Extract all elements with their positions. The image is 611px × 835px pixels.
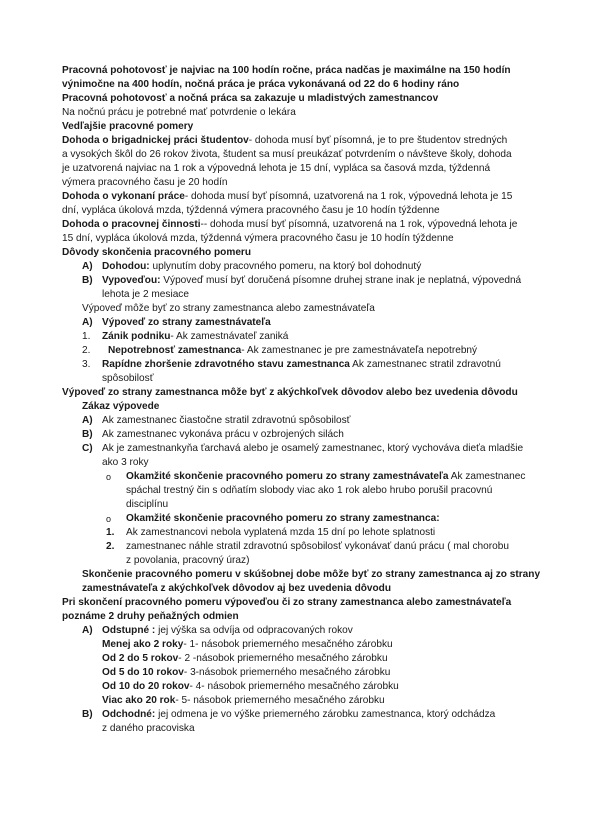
term-text: - dohoda musí byť písomná, je to pre študentov stredných [248,135,508,146]
term-label: Odchodné: [102,709,156,720]
list-marker: A) [82,317,93,328]
subheading: Zákaz výpovede [82,401,160,412]
term-label: Okamžité skončenie pracovného pomeru zo strany zamestnanca: [126,513,440,524]
list-item [62,274,562,288]
list-marker: 3. [82,359,91,370]
term-text: - dohoda musí byť písomná, uzatvorená na 1 rok, výpovedná lehota je 15 [184,191,513,202]
list-item [62,442,562,456]
list-item-text: Ak zamestnanec vykonáva prácu v ozbrojených silách [102,429,344,440]
term-label: Vypoveďou: [102,275,161,286]
list-item-continuation: spáchal trestný čin s odňatím slobody viac ako 1 rok alebo hrubo porušil pracovnú [126,485,493,496]
paragraph-line: Na nočnú prácu je potrebné mať potvrdenie o lekára [62,107,296,118]
term-text: - 3-násobok priemerného mesačného zárobku [183,667,391,678]
list-marker: B) [82,275,93,286]
list-marker: 2. [82,345,91,356]
severance-row [62,652,562,666]
term-text: Výpoveď musí byť doručená písomne druhej strane inak je neplatná, výpovedná [160,275,522,286]
term-label: Dohodou: [102,261,150,272]
term-text: jej odmena je vo výške priemerného zárobku zamestnanca, ktorý odchádza [155,709,496,720]
term-text: - 1- násobok priemerného mesačného zárobku [183,639,393,650]
term-text: uplynutím doby pracovného pomeru, na ktorý bol dohodnutý [149,261,422,272]
term-label: Odstupné : [102,625,156,636]
term-label: Od 10 do 20 rokov [102,681,190,692]
severance-row [62,638,562,652]
paragraph-line: Pracovná pohotovosť a nočná práca sa zakazuje u mladistvých zamestnancov [62,93,439,104]
paragraph-line: Skončenie pracovného pomeru v skúšobnej dobe môže byť zo strany zamestnanca aj zo strany [82,569,541,580]
list-marker: C) [82,443,93,454]
term-label: Od 2 do 5 rokov [102,653,179,664]
term-text: jej výška sa odvíja od odpracovaných rokov [155,625,353,636]
term-label: Dohoda o brigadnickej práci študentov [62,135,249,146]
list-marker: A) [82,625,93,636]
list-item [62,624,562,638]
term-text: Ak zamestnanec [448,471,526,482]
paragraph-line [62,190,562,204]
term-label: Rapídne zhoršenie zdravotného stavu zamestnanca [102,359,350,370]
term-text: Ak zamestnanec stratil zdravotnú [349,359,501,370]
term-text: - Ak zamestnanec je pre zamestnávateľa nepotrebný [241,345,478,356]
paragraph-line [62,134,562,148]
list-item [62,540,562,554]
list-marker: 1. [106,527,115,538]
paragraph-line [62,218,562,232]
list-item [62,428,562,442]
term-text: - 5- násobok priemerného mesačného zárobku [175,695,385,706]
term-text: -- dohoda musí byť písomná, uzatvorená na 1 rok, výpovedná lehota je [200,219,518,230]
term-label: Zánik podniku [102,331,171,342]
list-item [62,708,562,722]
term-label: Viac ako 20 rok [102,695,176,706]
list-item-continuation: z daného pracoviska [102,723,195,734]
list-item [62,512,562,526]
section-heading: Výpoveď zo strany zamestnanca môže byť z akýchkoľvek dôvodov alebo bez uvedenia dôvodu [62,387,518,398]
list-marker: A) [82,415,93,426]
bullet-marker: o [106,514,112,524]
severance-row [62,694,562,708]
list-marker: B) [82,709,93,720]
term-label: Dohoda o vykonaní práce [62,191,185,202]
term-label: Menej ako 2 roky [102,639,184,650]
paragraph-line: 15 dní, vypláca úkolová mzda, týždenná výmera pracovného času je 10 hodín týždenne [62,233,454,244]
document-page [62,64,562,736]
list-item-continuation: disciplínu [126,499,169,510]
list-item-continuation: spôsobilosť [102,373,154,384]
list-item-text: zamestnanec náhle stratil zdravotnú spôsobilosť vykonávať danú prácu ( mal chorobu [126,541,509,552]
term-text: - Ak zamestnávateľ zaniká [170,331,289,342]
list-item [62,260,562,274]
term-label: Dohoda o pracovnej činnosti [62,219,201,230]
list-item-continuation: ako 3 roky [102,457,149,468]
paragraph-line: je uzatvorená najviac na 1 rok a výpovedná lehota je 15 dní, vypláca sa časová mzda, týždenná [62,163,491,174]
term-label: Okamžité skončenie pracovného pomeru zo strany zamestnávateľa [126,471,449,482]
paragraph-line: výnimočne na 400 hodín, nočná práca je práca vykonávaná od 22 do 6 hodiny ráno [62,79,460,90]
list-item [62,316,562,330]
list-marker: A) [82,261,93,272]
section-heading: poznáme 2 druhy peňažných odmien [62,611,239,622]
list-item [62,358,562,372]
subheading: Výpoveď zo strany zamestnávateľa [102,317,271,328]
list-item [62,526,562,540]
term-label: Od 5 do 10 rokov [102,667,184,678]
paragraph-line: dní, vypláca úkolová mzda, týždenná výmera pracovného času je 10 hodín týždenne [62,205,440,216]
list-marker: B) [82,429,93,440]
list-marker: 2. [106,541,115,552]
list-item [62,330,562,344]
paragraph-line: výmera pracovného času je 20 hodín [62,177,228,188]
list-item [62,414,562,428]
section-heading: Dôvody skončenia pracovného pomeru [62,247,252,258]
paragraph-line: a vysokých škôl do 26 rokov života, študent sa musí preukázať potvrdením o návšteve školy, dohoda [62,149,512,160]
term-text: - 2 -násobok priemerného mesačného zárobku [178,653,388,664]
paragraph-line: zamestnávateľa z akýchkoľvek dôvodov aj bez uvedenia dôvodu [82,583,392,594]
bullet-marker: o [106,472,112,482]
list-item-continuation: z povolania, pracovný úraz) [126,555,250,566]
list-item-text: Ak zamestnancovi nebola vyplatená mzda 15 dní po lehote splatnosti [126,527,436,538]
list-item-text: Ak zamestnanec čiastočne stratil zdravotnú spôsobilosť [102,415,351,426]
list-item-text: Ak je zamestnankyňa ťarchavá alebo je osamelý zamestnanec, ktorý vychováva dieťa mladšie [102,443,524,454]
list-item-continuation: lehota je 2 mesiace [102,289,189,300]
paragraph-line: Pracovná pohotovosť je najviac na 100 hodín ročne, práca nadčas je maximálne na 150 hodín [62,65,511,76]
list-item [62,344,562,358]
list-marker: 1. [82,331,91,342]
term-text: - 4- násobok priemerného mesačného zárobku [189,681,399,692]
severance-row [62,680,562,694]
section-heading: Pri skončení pracovného pomeru výpoveďou či zo strany zamestnanca alebo zamestnávateľa [62,597,512,608]
paragraph-line: Výpoveď môže byť zo strany zamestnanca alebo zamestnávateľa [82,303,375,314]
section-heading: Vedľajšie pracovné pomery [62,121,194,132]
severance-row [62,666,562,680]
term-label: Nepotrebnosť zamestnanca [108,345,242,356]
list-item [62,470,562,484]
